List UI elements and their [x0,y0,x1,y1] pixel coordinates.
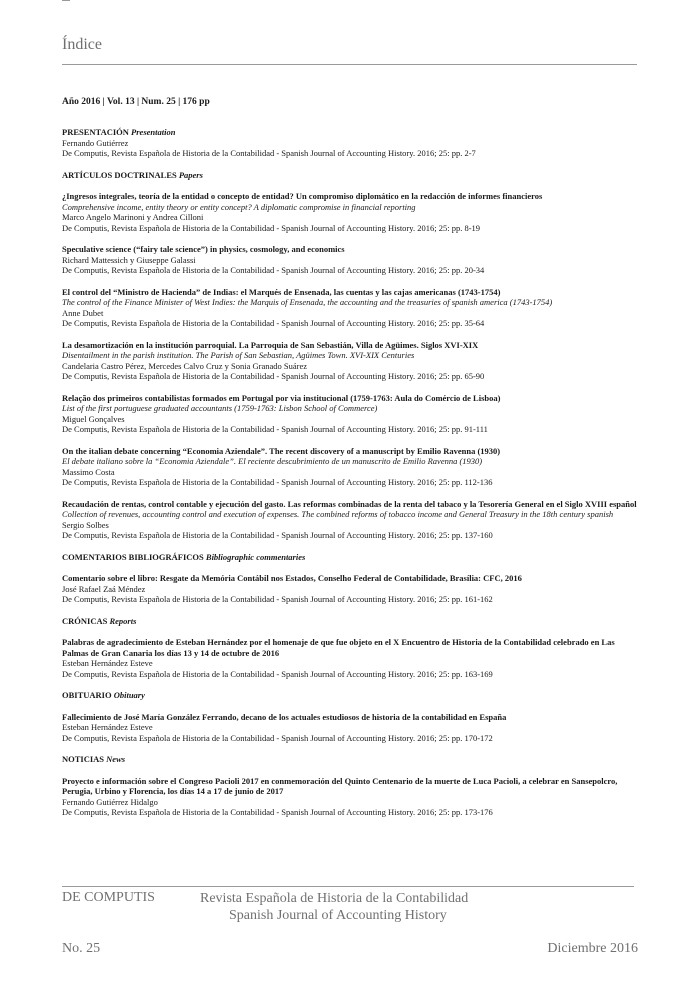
entry-citation: De Computis, Revista Española de Historia de la Contabilidad - Spanish Journal of Accounting History. 2016; 25: pp. 163-169 [62,668,493,679]
section-label-en: Papers [178,169,203,180]
entry-translation: Collection of revenues, accounting control and execution of expenses. The combined reforms of tobacco income and General Treasury in the 18th century spanish [62,509,614,519]
toc-entry [62,191,642,233]
toc-entry [62,446,642,488]
footer-journal-name: DE COMPUTIS [62,890,155,905]
table-of-contents [62,127,642,818]
entry-authors: Candelaria Castro Pérez, Mercedes Calvo Cruz y Sonia Granado Suárez [62,360,307,371]
section-label: PRESENTACIÓN [62,127,129,137]
entry-title: ¿Ingresos integrales, teoría de la entidad o concepto de entidad? Un compromiso diplomático en la redacción de informes financieros [62,191,543,201]
footer-subtitle-es: Revista Española de Historia de la Contabilidad [200,891,469,906]
entry-title: Fallecimiento de José María González Ferrando, decano de los actuales estudiosos de historia de la contabilidad en España [62,711,507,722]
entry-authors: Esteban Hernández Esteve [62,658,153,668]
entry-title: El control del “Ministro de Hacienda” de Indias: el Marqués de Ensenada, las cuentas y las cajas americanas (1743-1754) [62,286,501,297]
entry-citation: De Computis, Revista Española de Historia de la Contabilidad - Spanish Journal of Accounting History. 2016; 25: pp. 2-7 [62,148,476,158]
footer-issue-date: Diciembre 2016 [547,941,638,956]
footer-subtitle-en: Spanish Journal of Accounting History [229,908,447,923]
toc-entry [62,287,642,329]
entry-citation: De Computis, Revista Española de Historia de la Contabilidad - Spanish Journal of Accounting History. 2016; 25: pp. 8-19 [62,222,481,233]
toc-entry [62,499,642,541]
toc-entry [62,712,642,744]
section-label: COMENTARIOS BIBLIOGRÁFICOS [62,551,204,562]
section-label-en: Bibliographic commentaries [205,551,306,562]
toc-entry [62,340,642,382]
entry-citation: De Computis, Revista Española de Historia de la Contabilidad - Spanish Journal of Accounting History. 2016; 25: pp. 161-162 [62,594,493,604]
entry-title: La desamortización en la institución parroquial. La Parroquia de San Sebastián, Villa de Agüimes. Siglos XVI-XIX [62,339,479,350]
entry-authors: Fernando Gutiérrez [62,137,129,148]
entry-authors: Sergio Solbes [62,519,109,530]
entry-authors: José Rafael Zaá Méndez [62,583,146,594]
entry-authors: Miguel Gonçalves [62,413,125,424]
section-label: NOTICIAS [62,754,105,764]
footer-divider [62,886,634,887]
entry-authors: Marco Angelo Marinoni y Andrea Cilloni [62,212,204,222]
section-heading [62,127,642,138]
section-heading [62,690,642,701]
section-heading [62,616,642,627]
entry-authors: Richard Mattessich y Giuseppe Galassi [62,254,196,265]
section-label-en: Reports [109,615,137,626]
entry-translation: List of the first portuguese graduated accountants (1759-1763: Lisbon School of Commerce) [62,403,378,413]
entry-citation: De Computis, Revista Española de Historia de la Contabilidad - Spanish Journal of Accounting History. 2016; 25: pp. 91-111 [62,424,488,434]
entry-citation: De Computis, Revista Española de Historia de la Contabilidad - Spanish Journal of Accounting History. 2016; 25: pp. 35-64 [62,318,485,328]
entry-title: Speculative science (“fairy tale science”) in physics, cosmology, and economics [62,244,345,254]
entry-title: Relação dos primeiros contabilistas formados em Portugal por via institucional (1759-1763: Aula do Comércio de Lisboa) [62,392,501,403]
entry-title: Palabras de agradecimiento de Esteban Hernández por el homenaje de que fue objeto en el X Encuentro de Historia de la Contabilidad celebrado en Las Palmas de Gran Canaria los días 13 y 14 de octubre de 2016 [62,637,615,658]
entry-citation: De Computis, Revista Española de Historia de la Contabilidad - Spanish Journal of Accounting History. 2016; 25: pp. 137-160 [62,530,493,540]
section-label: OBITUARIO [62,690,112,700]
section-label: ARTÍCULOS DOCTRINALES [62,169,177,180]
entry-title: On the italian debate concerning “Economia Aziendale”. The recent discovery of a manuscript by Emilio Ravenna (1930) [62,445,501,456]
toc-entry [62,138,642,159]
entry-translation: El debate italiano sobre la “Economia Aziendale”. El reciente descubrimiento de un manuscrito de Emilio Ravenna (1930) [62,456,483,466]
section-heading [62,754,642,765]
section-label-en: News [106,754,126,764]
entry-citation: De Computis, Revista Española de Historia de la Contabilidad - Spanish Journal of Accounting History. 2016; 25: pp. 170-172 [62,732,493,743]
entry-authors: Massimo Costa [62,466,115,477]
entry-citation: De Computis, Revista Española de Historia de la Contabilidad - Spanish Journal of Accounting History. 2016; 25: pp. 173-176 [62,807,493,817]
entry-citation: De Computis, Revista Española de Historia de la Contabilidad - Spanish Journal of Accounting History. 2016; 25: pp. 65-90 [62,371,485,381]
toc-entry [62,637,642,679]
toc-entry [62,776,642,818]
footer-issue-number: No. 25 [62,941,101,956]
toc-entry [62,573,642,605]
entry-citation: De Computis, Revista Española de Historia de la Contabilidad - Spanish Journal of Accounting History. 2016; 25: pp. 20-34 [62,265,485,275]
section-label-en: Obituary [113,690,145,700]
entry-authors: Fernando Gutiérrez Hidalgo [62,796,158,807]
page-title: Índice [62,36,102,53]
toc-entry [62,244,642,276]
entry-title: Comentario sobre el libro: Resgate da Memória Contábil nos Estados, Conselho Federal de Contabilidade, Brasília: CFC, 2016 [62,573,522,583]
section-label-en: Presentation [131,127,176,137]
section-heading [62,170,642,181]
top-tick-mark [62,0,70,1]
entry-title: Proyecto e información sobre el Congreso Pacioli 2017 en conmemoración del Quinto Centenario de la muerte de Luca Pacioli, a celebrar en Sansepolcro, Perugia, Urbino y Florencia, los días 14 a 17 de junio de 2017 [62,775,618,796]
entry-authors: Esteban Hernández Esteve [62,722,153,732]
header-divider [62,64,637,65]
entry-translation: Comprehensive income, entity theory or entity concept? A diplomatic compromise in financial reporting [62,201,416,212]
entry-title: Recaudación de rentas, control contable y ejecución del gasto. Las reformas combinadas de la renta del tabaco y la Tesorería General en el Siglo XVIII español [62,498,637,509]
entry-translation: The control of the Finance Minister of West Indies: the Marquis of Ensenada, the accounting and the treasuries of spanish america (1743-1754) [62,297,553,307]
toc-entry [62,393,642,435]
footer-journal-subtitle [200,890,468,924]
section-heading [62,552,642,563]
volume-info: Año 2016 | Vol. 13 | Num. 25 | 176 pp [62,97,210,107]
entry-authors: Anne Dubet [62,307,104,318]
entry-translation: Disentailment in the parish institution. The Parish of San Sebastian, Agüimes Town. XVI-XIX Centuries [62,350,415,360]
section-label: CRÓNICAS [62,615,108,626]
entry-citation: De Computis, Revista Española de Historia de la Contabilidad - Spanish Journal of Accounting History. 2016; 25: pp. 112-136 [62,477,493,487]
